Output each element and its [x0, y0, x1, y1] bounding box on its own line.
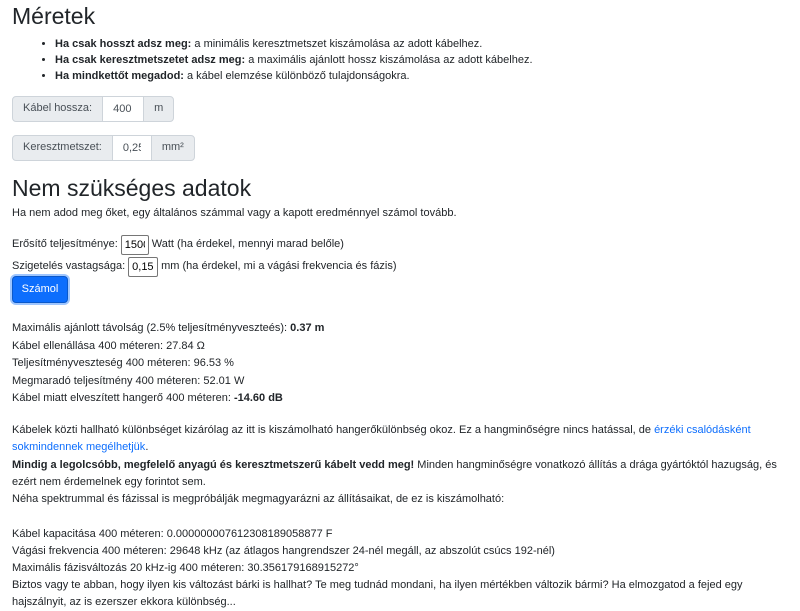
bullet-text: a kábel elemzése különböző tulajdonságokra.	[183, 70, 410, 82]
advice-bold: Mindig a legolcsóbb, megfelelő anyagú és keresztmetszerű kábelt vedd meg!	[12, 459, 415, 471]
bullet-text: a maximális ajánlott hossz kiszámolása az adott kábelhez.	[245, 54, 533, 66]
calculate-button[interactable]: Számol	[12, 276, 68, 303]
optional-intro: Ha nem adod meg őket, egy általános számmal vagy a kapott eredménnyel számol tovább.	[12, 207, 457, 219]
results-block	[12, 320, 324, 408]
advice-text: Minden hangminőségre vonatkozó állítás a drága gyártóktól hazugság, és ezért nem érdemelnek egy forintot sem.	[12, 459, 777, 488]
result-lost-volume	[12, 390, 324, 408]
spectrum-paragraph: Néha spektrummal és fázissal is megpróbálják megmagyarázni az állításaikat, de ez is kiszámolható:	[12, 493, 505, 505]
result-cutoff-frequency: Vágási frekvencia 400 méteren: 29648 kHz (az átlagos hangrendszer 24-nél megáll, az abszolút csúcs 192-nél)	[12, 545, 555, 557]
list-item	[55, 68, 533, 84]
cable-length-group	[12, 96, 174, 122]
list-item	[55, 36, 533, 52]
result-max-distance-value: 0.37 m	[290, 322, 325, 334]
result-max-distance-label: Maximális ajánlott távolság (2.5% teljesítményveszteés):	[12, 322, 291, 334]
bullet-bold: Ha csak hosszt adsz meg:	[55, 38, 192, 50]
difference-text: Kábelek közti hallható különbséget kizárólag az itt is kiszámolható hangerőkülönbség okoz. Ez a hangminőségre nincs hatással, de	[12, 424, 655, 436]
insulation-thickness-label: Szigetelés vastagsága:	[12, 260, 126, 273]
measures-heading: Méretek	[12, 3, 96, 29]
insulation-thickness-field	[12, 257, 397, 277]
result-max-distance	[12, 320, 324, 338]
amplifier-power-input[interactable]	[121, 235, 149, 255]
difference-paragraph	[12, 422, 788, 456]
result-capacitance: Kábel kapacitása 400 méteren: 0.00000000761230818905887​7 F	[12, 528, 333, 540]
amplifier-power-suffix: Watt (ha érdekel, mennyi marad belőle)	[151, 238, 344, 251]
insulation-thickness-input[interactable]	[128, 257, 158, 277]
advice-paragraph	[12, 457, 788, 491]
amplifier-power-label: Erősítő teljesítménye:	[12, 238, 118, 251]
cross-section-unit: mm²	[151, 135, 195, 161]
result-lost-volume-value: -14.60 dB	[233, 392, 283, 404]
measures-bullet-list	[35, 36, 533, 84]
advanced-results-block	[12, 526, 788, 611]
difference-end: .	[145, 441, 149, 453]
cross-section-label: Keresztmetszet:	[12, 135, 113, 161]
result-power-loss: Teljesítményveszteség 400 méteren: 96.53 %	[12, 357, 234, 369]
cross-section-input[interactable]	[113, 135, 151, 161]
amplifier-power-field	[12, 235, 344, 255]
cable-length-label: Kábel hossza:	[12, 96, 103, 122]
result-phase-shift: Maximális fázisváltozás 20 kHz-ig 400 méteren: 30.356179168915272°	[12, 562, 359, 574]
cable-length-input[interactable]	[103, 96, 143, 122]
cable-length-unit: m	[143, 96, 174, 122]
list-item	[55, 52, 533, 68]
result-resistance: Kábel ellenállása 400 méteren: 27.84 Ω	[12, 339, 205, 352]
bullet-bold: Ha csak keresztmetszetet adsz meg:	[55, 54, 246, 66]
closing-text: Biztos vagy te abban, hogy ilyen kis változást bárki is hallhat? Te meg tudnád mondani, ha ilyen mértékben változik bármi? Ha elmozgatod a fejed egy hajszálnyit, az is ezerszer ekkora különbség...	[12, 579, 743, 608]
sensory-illusion-link[interactable]: érzéki csalódásként sokmindennek megélhetjük	[12, 424, 751, 453]
bullet-bold: Ha mindkettőt megadod:	[55, 70, 184, 82]
cross-section-group	[12, 135, 195, 161]
result-remaining-power: Megmaradó teljesítmény 400 méteren: 52.01 W	[12, 374, 245, 387]
bullet-text: a minimális keresztmetszet kiszámolása az adott kábelhez.	[191, 38, 483, 50]
optional-heading: Nem szükséges adatok	[12, 175, 252, 201]
insulation-thickness-suffix: mm (ha érdekel, mi a vágási frekvencia és fázis)	[161, 260, 397, 273]
result-lost-volume-label: Kábel miatt elveszített hangerő 400 méteren:	[12, 392, 234, 404]
